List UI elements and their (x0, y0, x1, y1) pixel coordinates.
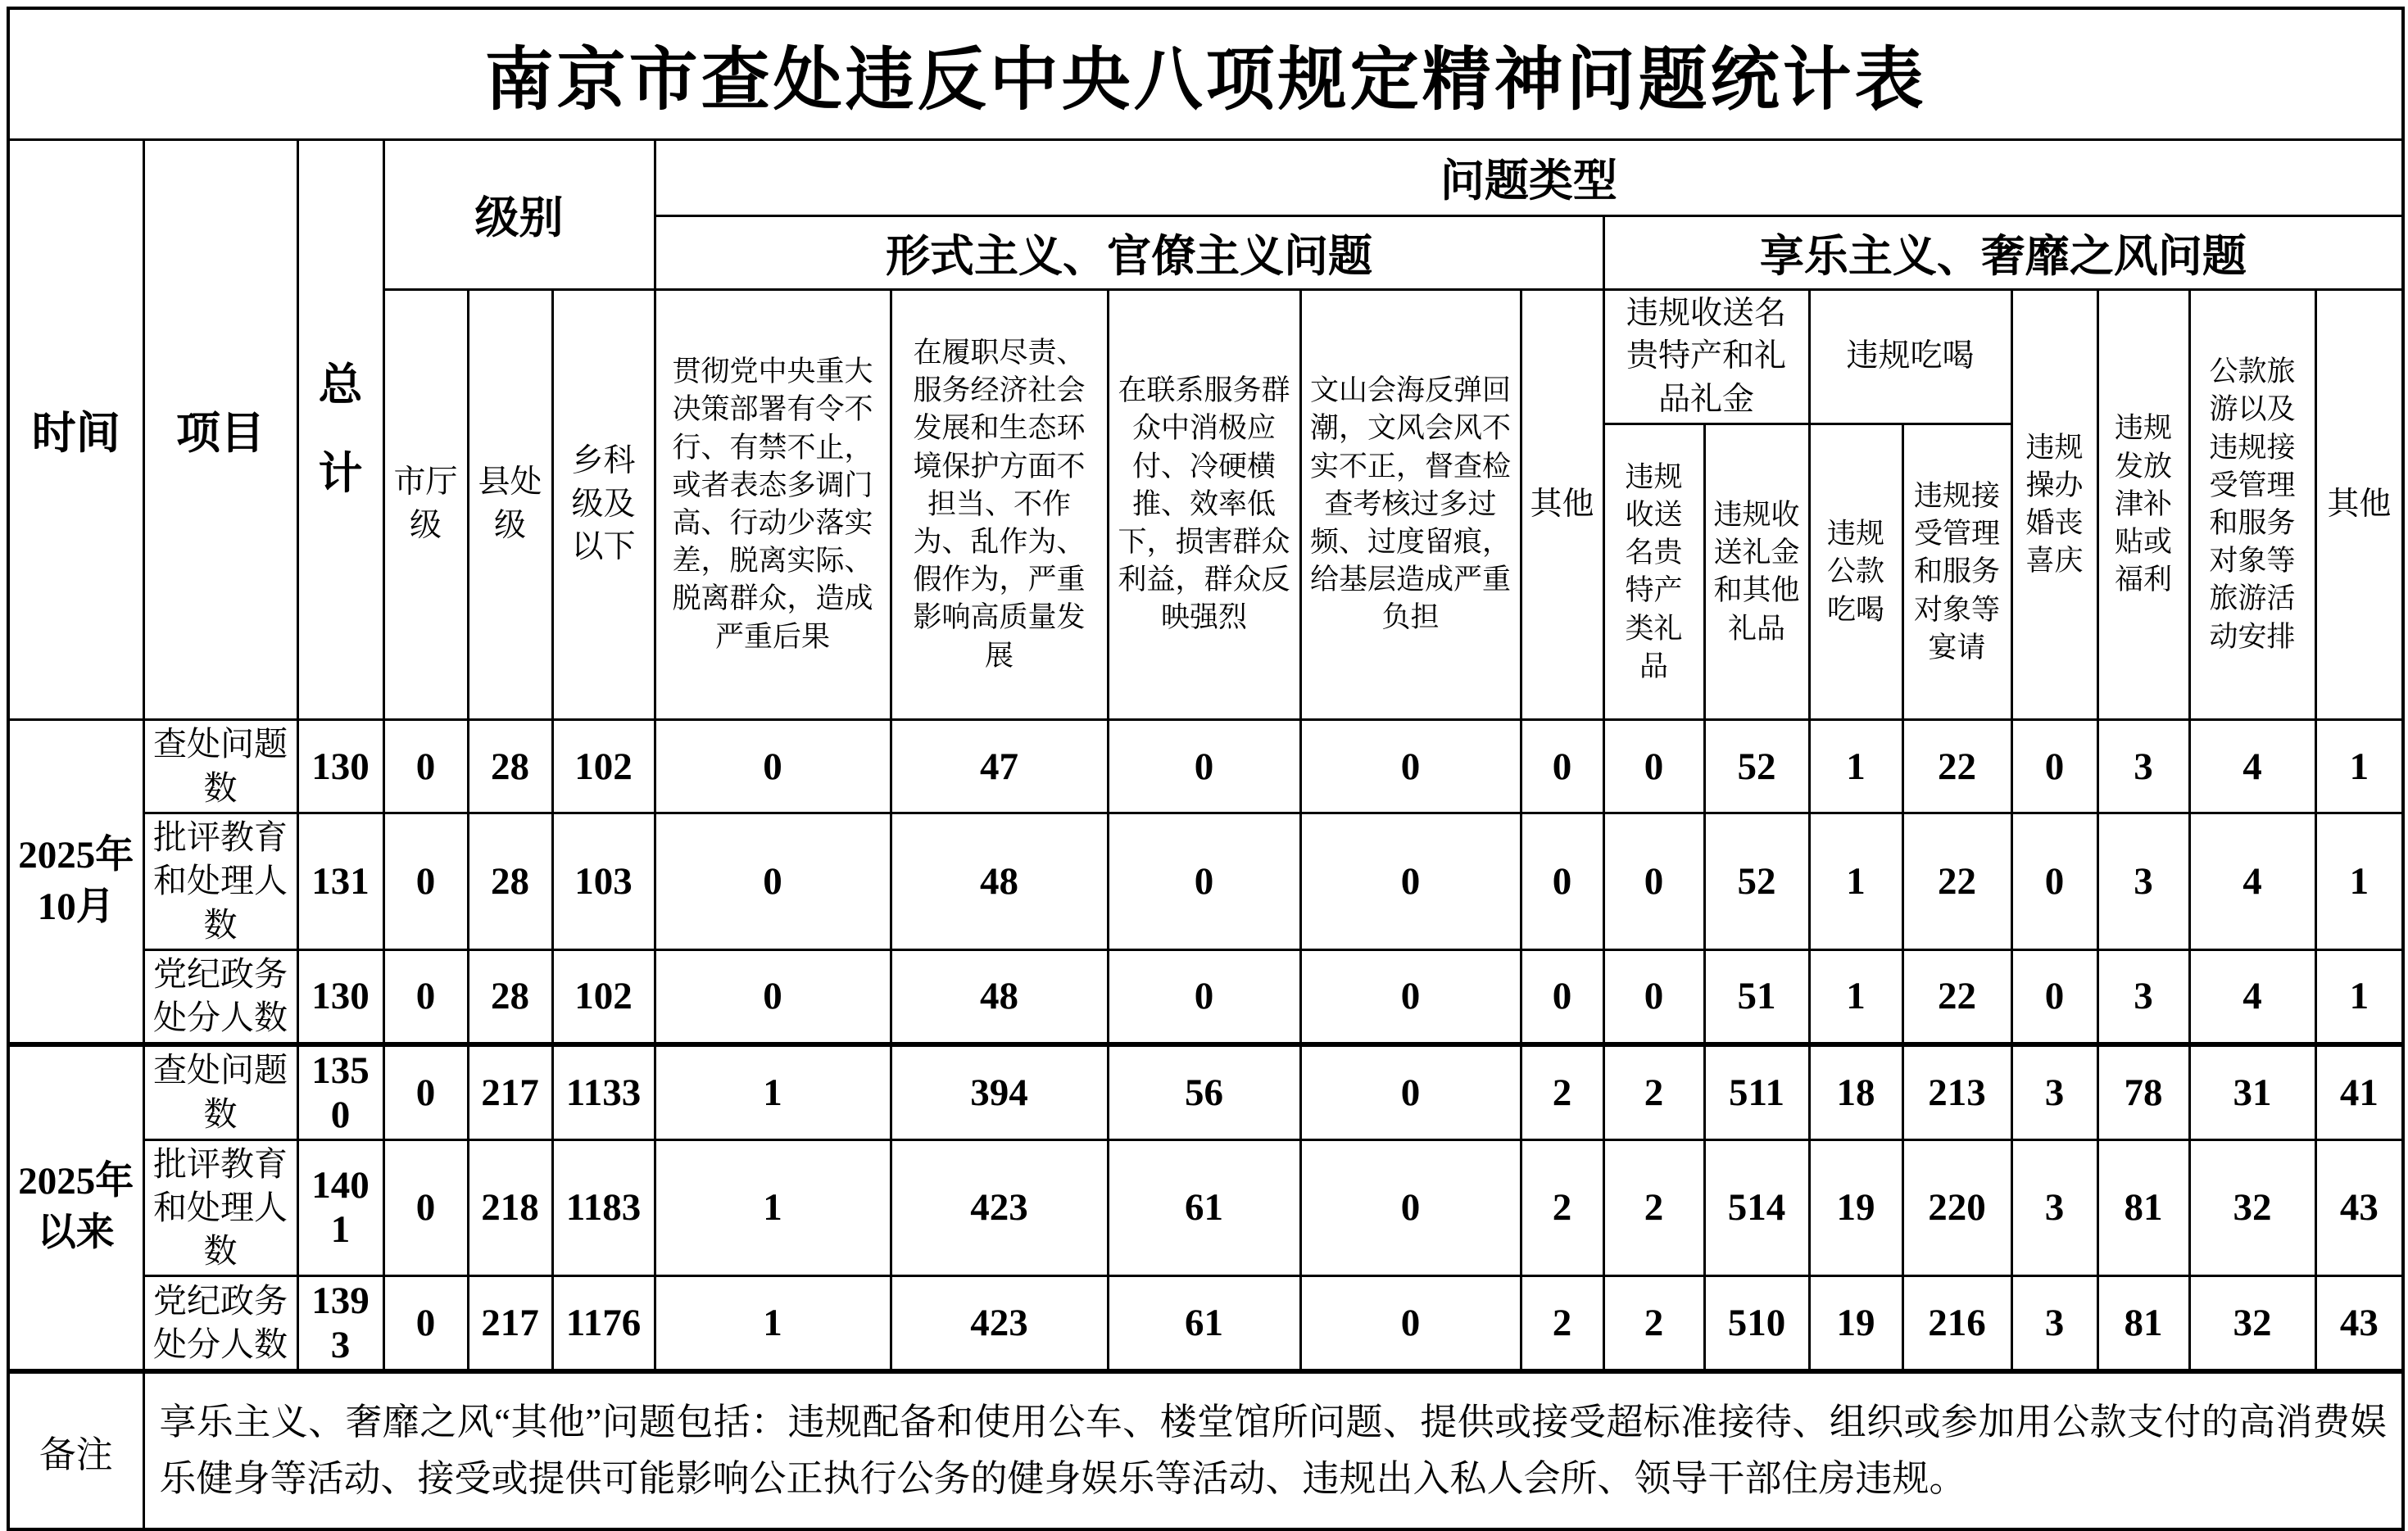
value-cell: 0 (1300, 1276, 1521, 1372)
value-cell: 0 (383, 1276, 468, 1372)
value-cell: 220 (1902, 1139, 2011, 1276)
value-cell: 0 (1603, 813, 1704, 950)
statistics-table (7, 7, 2405, 1531)
value-cell: 511 (1704, 1044, 1809, 1140)
value-cell: 52 (1704, 813, 1809, 950)
value-cell: 28 (468, 720, 552, 813)
value-cell: 102 (552, 720, 655, 813)
value-cell: 102 (552, 949, 655, 1044)
header-gift-group: 违规收送名贵特产和礼品礼金 (1603, 289, 1809, 424)
value-cell: 28 (468, 949, 552, 1044)
header-item: 项目 (143, 139, 297, 720)
value-cell: 216 (1902, 1276, 2011, 1372)
value-cell: 18 (1809, 1044, 1902, 1140)
value-cell: 0 (1521, 813, 1603, 950)
time-cell: 2025年10月 (8, 720, 143, 1044)
header-gift-col-0: 违规收送名贵特产类礼品 (1603, 424, 1704, 720)
header-formalism-col-3: 文山会海反弹回潮，文风会风不实不正，督查检查考核过多过频、过度留痕，给基层造成严重负担 (1300, 289, 1521, 720)
header-level-col-xiangke: 乡科级及以下 (552, 289, 655, 720)
value-cell: 1133 (552, 1044, 655, 1140)
header-hedonism-col-allowance: 违规发放津补贴或福利 (2097, 289, 2189, 720)
value-cell: 0 (655, 949, 891, 1044)
value-cell: 1 (655, 1044, 891, 1140)
remark-label: 备注 (8, 1371, 143, 1529)
value-cell: 52 (1704, 720, 1809, 813)
header-gift-col-1: 违规收送礼金和其他礼品 (1704, 424, 1809, 720)
value-cell: 0 (1300, 1139, 1521, 1276)
value-cell: 19 (1809, 1139, 1902, 1276)
table-row (8, 1276, 2403, 1372)
value-cell: 1 (2315, 720, 2403, 813)
value-cell: 131 (297, 813, 383, 950)
header-level-col-xianchu: 县处级 (468, 289, 552, 720)
item-cell: 查处问题数 (143, 1044, 297, 1140)
value-cell: 0 (2011, 720, 2097, 813)
value-cell: 0 (1300, 1044, 1521, 1140)
value-cell: 0 (1108, 813, 1300, 950)
header-dining-col-1: 违规接受管理和服务对象等宴请 (1902, 424, 2011, 720)
remark-text: 享乐主义、奢靡之风“其他”问题包括：违规配备和使用公车、楼堂馆所问题、提供或接受超标准接待、组织或参加用公款支付的高消费娱乐健身等活动、接受或提供可能影响公正执行公务的健身娱乐等活动、违规出入私人会所、领导干部住房违规。 (143, 1371, 2403, 1529)
item-cell: 批评教育和处理人数 (143, 813, 297, 950)
value-cell: 514 (1704, 1139, 1809, 1276)
value-cell: 48 (891, 949, 1108, 1044)
value-cell: 31 (2189, 1044, 2315, 1140)
remark-row (8, 1371, 2403, 1529)
header-total (297, 139, 383, 720)
value-cell: 3 (2011, 1276, 2097, 1372)
value-cell: 4 (2189, 720, 2315, 813)
value-cell: 81 (2097, 1139, 2189, 1276)
value-cell: 1350 (297, 1044, 383, 1140)
value-cell: 22 (1902, 813, 2011, 950)
value-cell: 81 (2097, 1276, 2189, 1372)
item-cell: 党纪政务处分人数 (143, 1276, 297, 1372)
value-cell: 78 (2097, 1044, 2189, 1140)
value-cell: 3 (2097, 720, 2189, 813)
table-row (8, 1139, 2403, 1276)
value-cell: 2 (1603, 1276, 1704, 1372)
header-problem-type: 问题类型 (655, 139, 2403, 215)
value-cell: 1 (2315, 949, 2403, 1044)
value-cell: 2 (1521, 1276, 1603, 1372)
value-cell: 1 (655, 1276, 891, 1372)
value-cell: 0 (383, 1139, 468, 1276)
value-cell: 0 (2011, 949, 2097, 1044)
header-time: 时间 (8, 139, 143, 720)
value-cell: 3 (2097, 813, 2189, 950)
value-cell: 4 (2189, 813, 2315, 950)
header-hedonism-col-wedding: 违规操办婚丧喜庆 (2011, 289, 2097, 720)
header-hedonism-group: 享乐主义、奢靡之风问题 (1603, 215, 2403, 289)
value-cell: 0 (383, 1044, 468, 1140)
item-cell: 批评教育和处理人数 (143, 1139, 297, 1276)
value-cell: 0 (1521, 720, 1603, 813)
header-formalism-col-2: 在联系服务群众中消极应付、冷硬横推、效率低下，损害群众利益，群众反映强烈 (1108, 289, 1300, 720)
value-cell: 43 (2315, 1276, 2403, 1372)
value-cell: 130 (297, 949, 383, 1044)
value-cell: 0 (1603, 720, 1704, 813)
value-cell: 1 (1809, 949, 1902, 1044)
value-cell: 3 (2011, 1139, 2097, 1276)
value-cell: 3 (2011, 1044, 2097, 1140)
value-cell: 103 (552, 813, 655, 950)
value-cell: 1 (655, 1139, 891, 1276)
value-cell: 51 (1704, 949, 1809, 1044)
value-cell: 19 (1809, 1276, 1902, 1372)
value-cell: 423 (891, 1139, 1108, 1276)
value-cell: 2 (1603, 1044, 1704, 1140)
value-cell: 0 (1521, 949, 1603, 1044)
table-row (8, 813, 2403, 950)
value-cell: 1183 (552, 1139, 655, 1276)
value-cell: 61 (1108, 1276, 1300, 1372)
time-cell: 2025年以来 (8, 1044, 143, 1372)
header-hedonism-col-travel: 公款旅游以及违规接受管理和服务对象等旅游活动安排 (2189, 289, 2315, 720)
header-formalism-col-other: 其他 (1521, 289, 1603, 720)
value-cell: 1 (1809, 720, 1902, 813)
value-cell: 217 (468, 1276, 552, 1372)
header-formalism-col-1: 在履职尽责、服务经济社会发展和生态环境保护方面不担当、不作为、乱作为、假作为，严重影响高质量发展 (891, 289, 1108, 720)
value-cell: 56 (1108, 1044, 1300, 1140)
header-total-label: 总计 (318, 360, 363, 499)
item-cell: 党纪政务处分人数 (143, 949, 297, 1044)
value-cell: 0 (383, 949, 468, 1044)
value-cell: 2 (1521, 1044, 1603, 1140)
value-cell: 47 (891, 720, 1108, 813)
value-cell: 3 (2097, 949, 2189, 1044)
value-cell: 0 (655, 720, 891, 813)
value-cell: 2 (1521, 1139, 1603, 1276)
value-cell: 48 (891, 813, 1108, 950)
value-cell: 423 (891, 1276, 1108, 1372)
value-cell: 32 (2189, 1276, 2315, 1372)
header-formalism-col-0: 贯彻党中央重大决策部署有令不行、有禁不止，或者表态多调门高、行动少落实差，脱离实际、脱离群众，造成严重后果 (655, 289, 891, 720)
header-dining-group: 违规吃喝 (1809, 289, 2011, 424)
value-cell: 217 (468, 1044, 552, 1140)
value-cell: 0 (1300, 949, 1521, 1044)
value-cell: 43 (2315, 1139, 2403, 1276)
value-cell: 32 (2189, 1139, 2315, 1276)
value-cell: 61 (1108, 1139, 1300, 1276)
value-cell: 0 (383, 813, 468, 950)
value-cell: 1401 (297, 1139, 383, 1276)
value-cell: 0 (655, 813, 891, 950)
value-cell: 22 (1902, 720, 2011, 813)
value-cell: 28 (468, 813, 552, 950)
header-hedonism-col-other: 其他 (2315, 289, 2403, 720)
value-cell: 4 (2189, 949, 2315, 1044)
value-cell: 0 (1300, 813, 1521, 950)
value-cell: 394 (891, 1044, 1108, 1140)
page (0, 7, 2408, 1502)
header-formalism-group: 形式主义、官僚主义问题 (655, 215, 1603, 289)
value-cell: 0 (1603, 949, 1704, 1044)
header-level-group: 级别 (383, 139, 655, 289)
value-cell: 41 (2315, 1044, 2403, 1140)
table-row (8, 949, 2403, 1044)
value-cell: 22 (1902, 949, 2011, 1044)
item-cell: 查处问题数 (143, 720, 297, 813)
value-cell: 2 (1603, 1139, 1704, 1276)
value-cell: 213 (1902, 1044, 2011, 1140)
value-cell: 1393 (297, 1276, 383, 1372)
header-level-col-shiting: 市厅级 (383, 289, 468, 720)
table-title: 南京市查处违反中央八项规定精神问题统计表 (8, 8, 2403, 139)
value-cell: 1 (2315, 813, 2403, 950)
header-dining-col-0: 违规公款吃喝 (1809, 424, 1902, 720)
value-cell: 1176 (552, 1276, 655, 1372)
table-row (8, 1044, 2403, 1140)
value-cell: 0 (1108, 720, 1300, 813)
value-cell: 510 (1704, 1276, 1809, 1372)
value-cell: 130 (297, 720, 383, 813)
table-row (8, 720, 2403, 813)
value-cell: 218 (468, 1139, 552, 1276)
value-cell: 1 (1809, 813, 1902, 950)
value-cell: 0 (1300, 720, 1521, 813)
value-cell: 0 (2011, 813, 2097, 950)
value-cell: 0 (1108, 949, 1300, 1044)
value-cell: 0 (383, 720, 468, 813)
